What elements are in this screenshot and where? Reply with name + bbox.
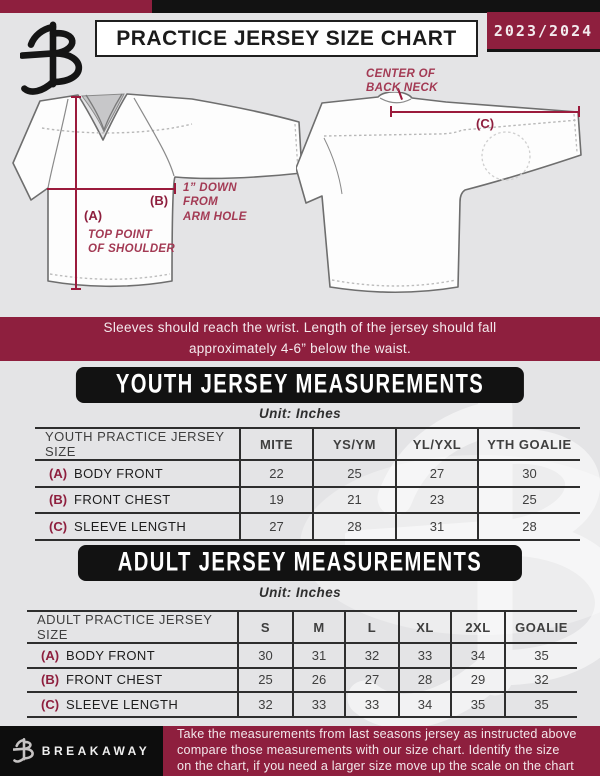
measure-line-b [47, 188, 175, 190]
label-a: (A) [84, 208, 103, 223]
label-c: (C) [476, 116, 495, 131]
fit-note-line2: approximately 4-6” below the waist. [188, 341, 412, 356]
measure-line-b-tick [174, 183, 176, 194]
footer-brand-block [0, 726, 163, 776]
note-top-point-of-shoulder: TOP POINT OF SHOULDER [88, 229, 175, 256]
page-title-box [95, 20, 478, 57]
adult-header-row: ADULT PRACTICE JERSEY SIZE S M L XL 2XL GOALIE [27, 611, 577, 643]
table-row: (C) SLEEVE LENGTH 27 28 31 28 [35, 513, 580, 540]
table-row: (A) BODY FRONT 30 31 32 33 34 35 [27, 643, 577, 668]
youth-size-col-header: YOUTH PRACTICE JERSEY SIZE [45, 429, 225, 459]
breakaway-logo-small-icon [13, 736, 35, 766]
adult-size-col-header: ADULT PRACTICE JERSEY SIZE [37, 612, 213, 642]
youth-size-table [35, 427, 580, 541]
label-b: (B) [150, 193, 169, 208]
youth-unit-label: Unit: Inches [258, 406, 342, 421]
measure-line-c [390, 111, 580, 113]
adult-size-table [27, 610, 577, 718]
top-bar-accent [0, 0, 152, 13]
adult-section-header: ADULT JERSEY MEASUREMENTS [78, 545, 522, 581]
back-jersey-diagram [296, 92, 594, 294]
fit-note-banner [0, 317, 600, 361]
table-row: (B) FRONT CHEST 19 21 23 25 [35, 487, 580, 514]
breakaway-logo-icon [20, 14, 86, 106]
youth-header-row: YOUTH PRACTICE JERSEY SIZE MITE YS/YM YL/YXL YTH GOALIE [35, 428, 580, 460]
season-badge [487, 12, 600, 52]
measure-line-a [75, 97, 77, 289]
adult-unit-label: Unit: Inches [258, 585, 342, 600]
measure-line-a-cap-bottom [71, 288, 81, 290]
fit-note-line1: Sleeves should reach the wrist. Length of the jersey should fall [103, 320, 497, 336]
front-jersey-diagram [12, 88, 308, 294]
note-down-from-armhole: 1” DOWN FROM ARM HOLE [183, 182, 247, 223]
jersey-diagram-section [0, 62, 600, 317]
brand-name: BREAKAWAY [41, 744, 151, 758]
measure-line-c-tick-right [578, 106, 580, 117]
table-row: (C) SLEEVE LENGTH 32 33 33 34 35 35 [27, 692, 577, 717]
page-title: PRACTICE JERSEY SIZE CHART [116, 26, 457, 50]
footer-instructions: Take the measurements from last seasons jersey as instructed above compare those measurements with our size chart. Identify the size on the chart, if you need a larger size move up the scale on the chart [163, 726, 600, 776]
note-center-of-back-neck: CENTER OF BACK NECK [366, 68, 438, 95]
youth-section-header: YOUTH JERSEY MEASUREMENTS [76, 367, 524, 403]
season-label: 2023/2024 [493, 21, 594, 40]
table-row: (A) BODY FRONT 22 25 27 30 [35, 460, 580, 487]
table-row: (B) FRONT CHEST 25 26 27 28 29 32 [27, 668, 577, 693]
measure-line-c-tick-left [390, 106, 392, 117]
footer [0, 726, 600, 776]
